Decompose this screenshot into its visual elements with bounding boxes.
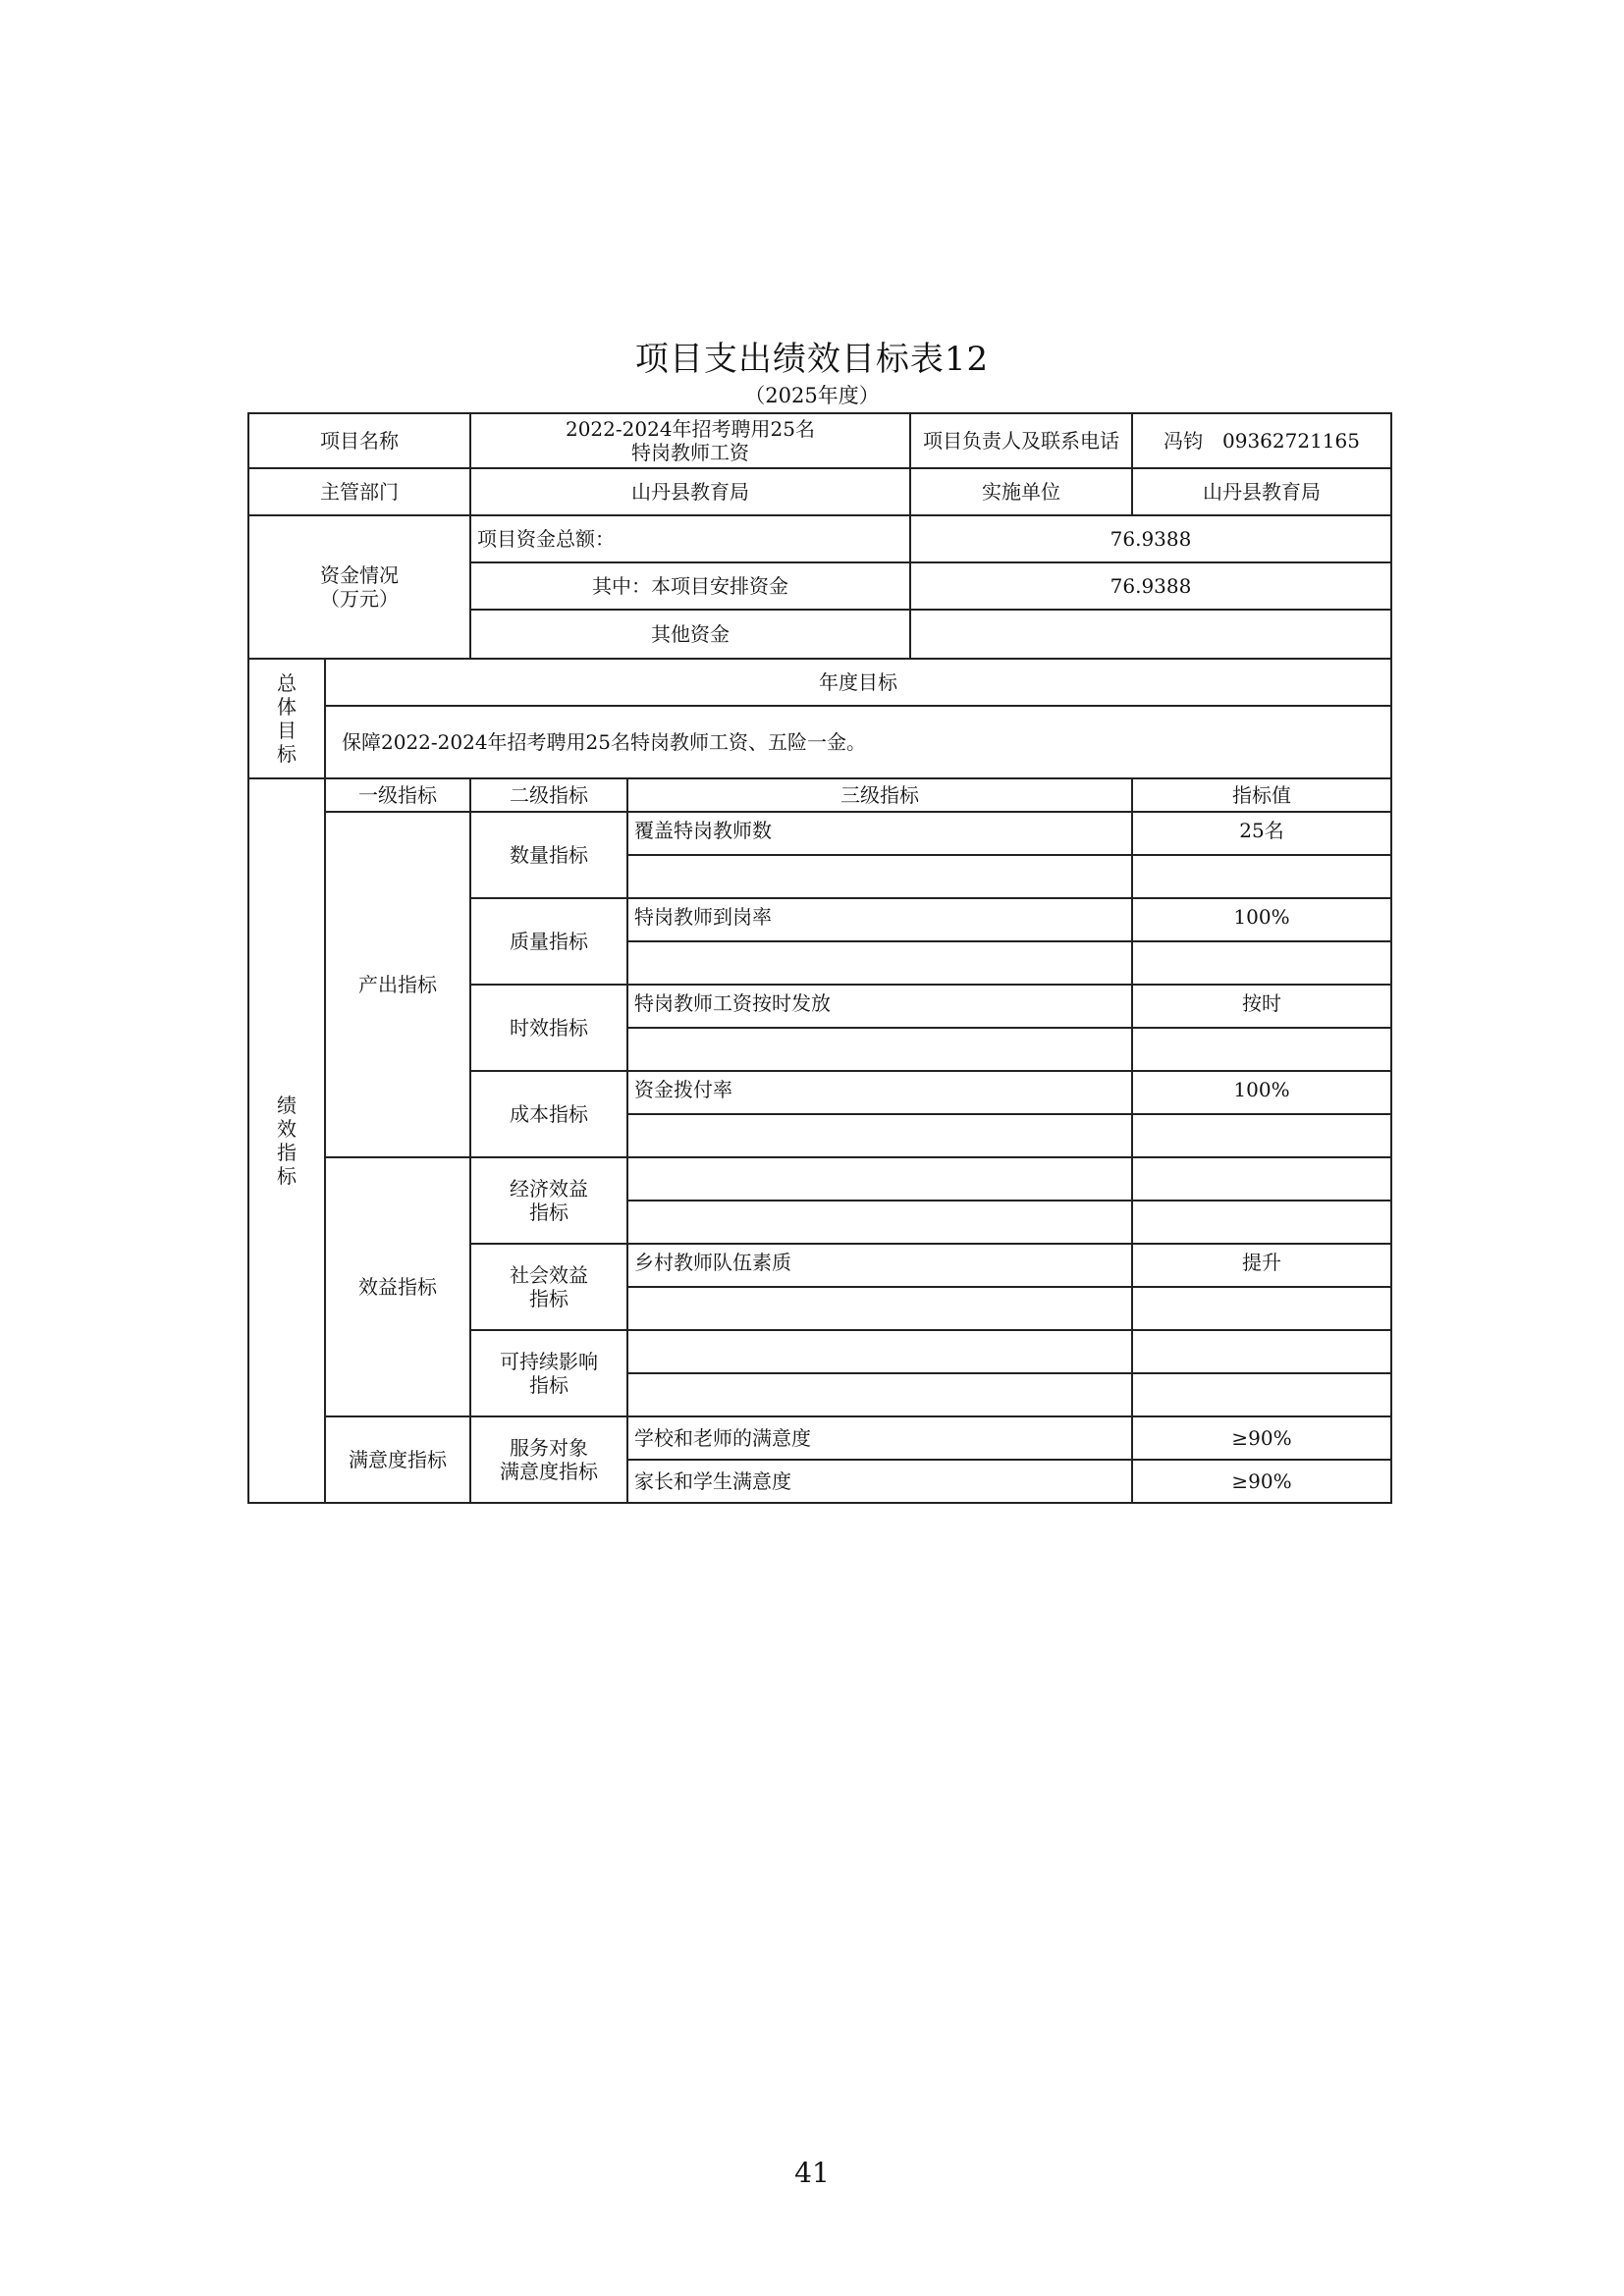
funds-label-line2: （万元） xyxy=(320,587,399,611)
funds-arranged-label: 其中：本项目安排资金 xyxy=(470,562,910,610)
empty-cell xyxy=(1132,1028,1391,1071)
goal-header: 年度目标 xyxy=(325,659,1391,706)
satisfaction-item2: 家长和学生满意度 xyxy=(627,1460,1132,1503)
page-title: 项目支出绩效目标表12 xyxy=(634,340,990,379)
empty-cell xyxy=(627,1028,1132,1071)
benefit-label: 效益指标 xyxy=(325,1157,470,1416)
quality-label: 质量指标 xyxy=(470,898,627,985)
funds-arranged-value: 76.9388 xyxy=(910,562,1391,610)
indicators-side-char: 绩 xyxy=(277,1094,297,1117)
empty-cell xyxy=(627,1201,1132,1244)
satisfaction-sub-label xyxy=(470,1416,627,1503)
funds-other-value xyxy=(910,610,1391,659)
performance-target-table xyxy=(247,412,1392,1504)
quality-item: 特岗教师到岗率 xyxy=(627,898,1132,941)
social-item: 乡村教师队伍素质 xyxy=(627,1244,1132,1287)
funds-total-value: 76.9388 xyxy=(910,515,1391,562)
sustain-label-line2: 指标 xyxy=(529,1373,568,1397)
dept-label: 主管部门 xyxy=(248,468,470,515)
empty-cell xyxy=(627,855,1132,898)
quantity-item: 覆盖特岗教师数 xyxy=(627,812,1132,855)
sustain-item xyxy=(627,1330,1132,1373)
goal-side-label xyxy=(248,659,325,778)
empty-cell xyxy=(627,1287,1132,1330)
header-level1: 一级指标 xyxy=(325,778,470,812)
page-subtitle: （2025年度） xyxy=(744,384,880,407)
indicators-side-label xyxy=(248,778,325,1503)
project-name-value xyxy=(470,413,910,468)
empty-cell xyxy=(1132,1287,1391,1330)
satisfaction-value2: ≥90% xyxy=(1132,1460,1391,1503)
social-label-line1: 社会效益 xyxy=(510,1263,588,1287)
funds-label xyxy=(248,515,470,659)
sustain-label-line1: 可持续影响 xyxy=(500,1350,598,1373)
empty-cell xyxy=(1132,941,1391,985)
indicators-side-char: 标 xyxy=(277,1164,297,1188)
satisfaction-item1: 学校和老师的满意度 xyxy=(627,1416,1132,1460)
satisfaction-sub-label-line2: 满意度指标 xyxy=(500,1460,598,1483)
sustain-label xyxy=(470,1330,627,1416)
goal-text: 保障2022-2024年招考聘用25名特岗教师工资、五险一金。 xyxy=(325,706,1391,778)
goal-side-char: 体 xyxy=(277,695,297,719)
goal-side-char: 目 xyxy=(277,719,297,742)
economic-label xyxy=(470,1157,627,1244)
funds-other-label: 其他资金 xyxy=(470,610,910,659)
empty-cell xyxy=(1132,1201,1391,1244)
empty-cell xyxy=(1132,855,1391,898)
economic-item xyxy=(627,1157,1132,1201)
social-value: 提升 xyxy=(1132,1244,1391,1287)
header-level2: 二级指标 xyxy=(470,778,627,812)
empty-cell xyxy=(627,1114,1132,1157)
header-value: 指标值 xyxy=(1132,778,1391,812)
empty-cell xyxy=(627,941,1132,985)
cost-label: 成本指标 xyxy=(470,1071,627,1157)
economic-label-line1: 经济效益 xyxy=(510,1177,588,1201)
quality-value: 100% xyxy=(1132,898,1391,941)
satisfaction-sub-label-line1: 服务对象 xyxy=(510,1436,588,1460)
satisfaction-label: 满意度指标 xyxy=(325,1416,470,1503)
impl-label: 实施单位 xyxy=(910,468,1132,515)
cost-item: 资金拨付率 xyxy=(627,1071,1132,1114)
sustain-value xyxy=(1132,1330,1391,1373)
social-label-line2: 指标 xyxy=(529,1287,568,1310)
goal-side-char: 标 xyxy=(277,742,297,766)
cost-value: 100% xyxy=(1132,1071,1391,1114)
project-name-text: 2022-2024年招考聘用25名特岗教师工资 xyxy=(565,417,815,464)
empty-cell xyxy=(1132,1373,1391,1416)
indicators-side-char: 效 xyxy=(277,1117,297,1141)
economic-value xyxy=(1132,1157,1391,1201)
dept-value: 山丹县教育局 xyxy=(470,468,910,515)
quantity-value: 25名 xyxy=(1132,812,1391,855)
project-name-label: 项目名称 xyxy=(248,413,470,468)
goal-side-char: 总 xyxy=(277,671,297,695)
quantity-label: 数量指标 xyxy=(470,812,627,898)
contact-label: 项目负责人及联系电话 xyxy=(910,413,1132,468)
output-label: 产出指标 xyxy=(325,812,470,1157)
timeliness-value: 按时 xyxy=(1132,985,1391,1028)
funds-total-label: 项目资金总额： xyxy=(470,515,910,562)
empty-cell xyxy=(1132,1114,1391,1157)
timeliness-label: 时效指标 xyxy=(470,985,627,1071)
header-level3: 三级指标 xyxy=(627,778,1132,812)
economic-label-line2: 指标 xyxy=(529,1201,568,1224)
indicators-side-char: 指 xyxy=(277,1141,297,1164)
impl-value: 山丹县教育局 xyxy=(1132,468,1391,515)
timeliness-item: 特岗教师工资按时发放 xyxy=(627,985,1132,1028)
satisfaction-value1: ≥90% xyxy=(1132,1416,1391,1460)
empty-cell xyxy=(627,1373,1132,1416)
page-number: 41 xyxy=(794,2157,830,2189)
contact-value: 冯钧 09362721165 xyxy=(1132,413,1391,468)
funds-label-line1: 资金情况 xyxy=(320,563,399,587)
social-label xyxy=(470,1244,627,1330)
